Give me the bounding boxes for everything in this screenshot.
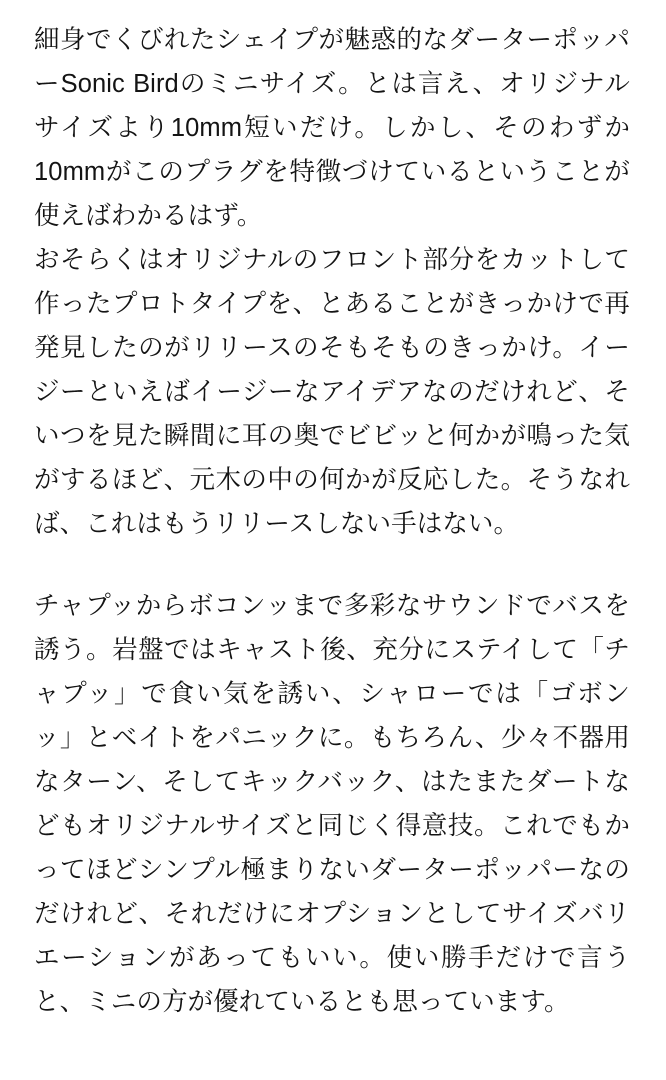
paragraph: チャプッからボコンッまで多彩なサウンドでバスを誘う。岩盤ではキャスト後、充分にステイして「チャプッ」で食い気を誘い、シャローでは「ゴボンッ」とベイトをパニックに。もちろん、少々不器用なターン、そしてキックバック、はたまたダートなどもオリジナルサイズと同じく得意技。これでもかってほどシンプル極まりないダーターポッパーなのだけれど、それだけにオプションとしてサイズバリエーションがあってもいい。使い勝手だけで言うと、ミニの方が優れているとも思っています。 bbox=[34, 592, 630, 1016]
paragraph: 細身でくびれたシェイプが魅惑的なダーターポッパーSonic Birdのミニサイズ。とは言え、オリジナルサイズより10mm短いだけ。しかし、そのわずか10mmがこのプラグを特徴づけているということが使えばわかるはず。 bbox=[34, 26, 630, 230]
article-body bbox=[34, 18, 630, 1024]
paragraph: おそらくはオリジナルのフロント部分をカットして作ったプロトタイプを、とあることがきっかけで再発見したのがリリースのそもそものきっかけ。イージーといえばイージーなアイデアなのだけれど、そいつを見た瞬間に耳の奥でビビッと何かが鳴った気がするほど、元木の中の何かが反応した。そうなれば、これはもうリリースしない手はない。 bbox=[34, 246, 630, 538]
